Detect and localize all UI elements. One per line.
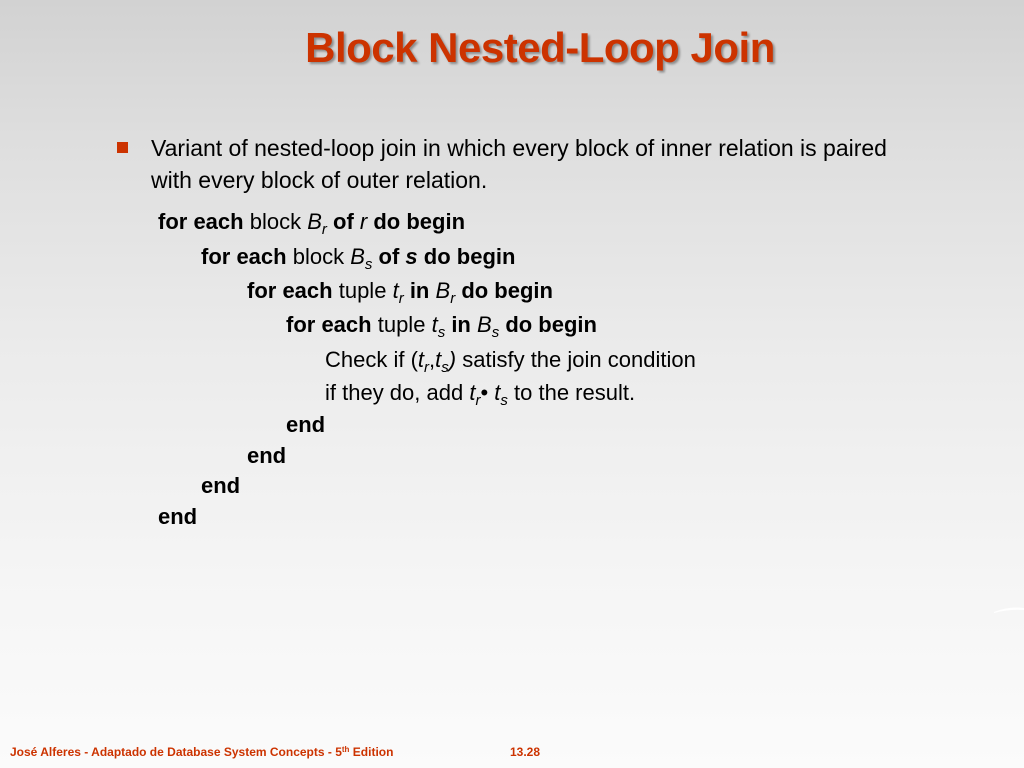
subscript: r — [475, 392, 481, 409]
keyword: of — [378, 244, 400, 269]
var: t — [392, 278, 399, 303]
swoosh-decoration-icon — [994, 600, 1024, 620]
keyword: end — [247, 443, 287, 468]
var: r — [359, 209, 368, 234]
code-text: Check if ( — [325, 347, 418, 372]
code-line-10 — [158, 502, 197, 532]
footer-page-number: 13.28 — [510, 745, 541, 759]
var: t — [431, 312, 438, 337]
keyword: end — [158, 504, 198, 529]
footer-credit-text: José Alferes - Adaptado de Database System Concepts - 5 — [10, 745, 342, 759]
slide-title: Block Nested-Loop Join — [305, 24, 775, 71]
bullet-text: Variant of nested-loop join in which every block of inner relation is paired with every block of outer relation. — [151, 135, 887, 193]
var: B — [307, 209, 322, 234]
keyword: do begin — [505, 312, 597, 337]
var: t — [417, 347, 425, 372]
footer-edition-sup: th — [341, 745, 350, 754]
code-line-9 — [201, 471, 240, 501]
code-text: ) — [448, 347, 457, 372]
code-line-6 — [325, 378, 635, 408]
code-line-3 — [247, 276, 553, 306]
code-line-2 — [201, 242, 515, 272]
footer-credit — [10, 745, 393, 759]
square-bullet-icon — [117, 142, 128, 153]
code-text: to the result. — [507, 380, 636, 405]
keyword: do begin — [423, 244, 516, 269]
subscript: s — [500, 392, 508, 409]
code-line-5 — [325, 345, 696, 375]
keyword: for each — [247, 278, 333, 303]
code-text: • — [480, 380, 495, 405]
code-text: block — [292, 244, 345, 269]
keyword: in — [409, 278, 430, 303]
var: t — [435, 347, 442, 372]
code-line-7 — [286, 410, 325, 440]
var: B — [435, 278, 451, 303]
code-text: tuple — [338, 278, 387, 303]
code-text: if they do, add — [325, 380, 470, 405]
var: B — [350, 244, 365, 269]
subscript: r — [424, 359, 430, 376]
code-line-1 — [158, 207, 465, 237]
code-text: block — [249, 209, 302, 234]
var: B — [477, 312, 492, 337]
subscript: r — [398, 290, 404, 307]
code-text: satisfy the join condition — [456, 347, 696, 372]
subscript: s — [437, 324, 446, 341]
subscript: r — [450, 290, 456, 307]
keyword: do begin — [461, 278, 553, 303]
code-line-4 — [286, 310, 597, 340]
keyword: end — [201, 473, 241, 498]
keyword: for each — [158, 209, 244, 234]
code-text: , — [429, 347, 436, 372]
keyword: of — [333, 209, 354, 234]
subscript: r — [321, 221, 327, 238]
keyword: for each — [286, 312, 372, 337]
subscript: s — [491, 324, 500, 341]
keyword: do begin — [373, 209, 466, 234]
subscript: s — [364, 256, 373, 273]
keyword: for each — [201, 244, 287, 269]
subscript: s — [441, 359, 449, 376]
keyword: end — [286, 412, 326, 437]
var: t — [469, 380, 476, 405]
keyword: in — [451, 312, 471, 337]
code-text: tuple — [377, 312, 426, 337]
var: s — [405, 244, 418, 269]
code-line-8 — [247, 441, 286, 471]
var: t — [494, 380, 501, 405]
footer-edition-text: Edition — [349, 745, 394, 759]
